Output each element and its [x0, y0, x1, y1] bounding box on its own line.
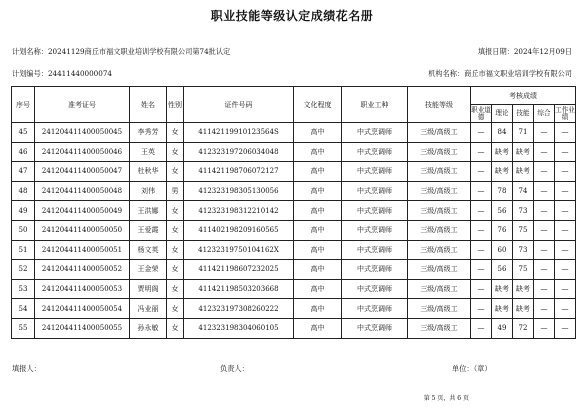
fill-date-value: 2024年12月09日	[513, 47, 572, 56]
cell-work-performance: —	[555, 142, 576, 162]
cell-seq: 51	[12, 240, 35, 260]
cell-seq: 45	[12, 123, 35, 143]
cell-cert-no: 241204411400050049	[35, 201, 130, 221]
cell-skill: 75	[513, 260, 534, 280]
cell-work-performance: —	[555, 240, 576, 260]
cell-name: 贾明阁	[130, 279, 167, 299]
cell-work-performance: —	[555, 260, 576, 280]
cell-overall: —	[534, 240, 555, 260]
cell-cert-no: 241204411400050052	[35, 260, 130, 280]
cell-skill-level: 三级/高级工	[408, 123, 471, 143]
cell-id-no: 412323198304060105	[184, 318, 294, 338]
cell-seq: 49	[12, 201, 35, 221]
cell-skill: 缺考	[513, 299, 534, 319]
cell-id-no: 412323197206034048	[184, 142, 294, 162]
cell-gender: 女	[167, 279, 184, 299]
cell-overall: —	[534, 279, 555, 299]
cell-gender: 女	[167, 123, 184, 143]
cell-id-no: 411421198706072127	[184, 162, 294, 182]
cell-education: 高中	[294, 201, 342, 221]
cell-ethics: —	[471, 220, 492, 240]
cell-seq: 54	[12, 299, 35, 319]
header-name: 姓名	[130, 87, 167, 123]
cell-name: 刘伟	[130, 181, 167, 201]
organization-label: 机构名称：	[428, 69, 465, 78]
responsible-signature: 负责人：	[220, 364, 249, 373]
cell-cert-no: 241204411400050048	[35, 181, 130, 201]
cell-seq: 53	[12, 279, 35, 299]
cell-education: 高中	[294, 260, 342, 280]
plan-number-value: 24411440000074	[47, 69, 112, 78]
cell-gender: 女	[167, 220, 184, 240]
page-title: 职业技能等级认定成绩花名册	[210, 9, 374, 23]
cell-occupation: 中式烹调师	[342, 279, 408, 299]
cell-cert-no: 241204411400050045	[35, 123, 130, 143]
cell-gender: 女	[167, 240, 184, 260]
cell-occupation: 中式烹调师	[342, 162, 408, 182]
cell-cert-no: 241204411400050050	[35, 220, 130, 240]
cell-cert-no: 241204411400050046	[35, 142, 130, 162]
cell-education: 高中	[294, 181, 342, 201]
organization	[428, 69, 572, 79]
cell-id-no: 411421198503203668	[184, 279, 294, 299]
cell-occupation: 中式烹调师	[342, 123, 408, 143]
cell-cert-no: 241204411400050047	[35, 162, 130, 182]
cell-seq: 55	[12, 318, 35, 338]
cell-education: 高中	[294, 162, 342, 182]
cell-skill-level: 三级/高级工	[408, 220, 471, 240]
fill-date-label: 填报日期：	[477, 47, 514, 56]
cell-education: 高中	[294, 279, 342, 299]
cell-skill-level: 三级/高级工	[408, 318, 471, 338]
cell-name: 冯业丽	[130, 299, 167, 319]
cell-education: 高中	[294, 123, 342, 143]
cell-occupation: 中式烹调师	[342, 181, 408, 201]
plan-name-label: 计划名称：	[12, 47, 48, 56]
cell-skill: 73	[513, 240, 534, 260]
table-row	[12, 142, 576, 162]
cell-skill: 74	[513, 181, 534, 201]
cell-theory: 49	[492, 318, 513, 338]
cell-gender: 女	[167, 318, 184, 338]
page-number: 第 5 页，共 6 页	[423, 395, 469, 402]
cell-work-performance: —	[555, 279, 576, 299]
cell-seq: 46	[12, 142, 35, 162]
cell-education: 高中	[294, 142, 342, 162]
header-skill: 技能	[513, 105, 534, 123]
cell-skill-level: 三级/高级工	[408, 181, 471, 201]
cell-theory: 60	[492, 240, 513, 260]
cell-id-no: 412323198305130056	[184, 181, 294, 201]
cell-theory: 76	[492, 220, 513, 240]
cell-work-performance: —	[555, 162, 576, 182]
unit-seal: 单位：（章）	[452, 364, 492, 373]
cell-gender: 女	[167, 142, 184, 162]
cell-overall: —	[534, 181, 555, 201]
cell-ethics: —	[471, 142, 492, 162]
header-gender: 性别	[167, 87, 184, 123]
cell-skill-level: 三级/高级工	[408, 240, 471, 260]
cell-overall: —	[534, 299, 555, 319]
cell-name: 王爱霞	[130, 220, 167, 240]
cell-theory: 56	[492, 201, 513, 221]
header-scores-group: 考核成绩	[471, 87, 576, 105]
cell-skill-level: 三级/高级工	[408, 201, 471, 221]
header-occupation: 职业工种	[342, 87, 408, 123]
cell-skill: 73	[513, 201, 534, 221]
cell-theory: 缺考	[492, 142, 513, 162]
cell-occupation: 中式烹调师	[342, 240, 408, 260]
cell-gender: 女	[167, 260, 184, 280]
table-row	[12, 318, 576, 338]
organization-value: 商丘市福文职业培训学校有限公司	[464, 69, 572, 78]
cell-ethics: —	[471, 318, 492, 338]
cell-work-performance: —	[555, 123, 576, 143]
table-row	[12, 201, 576, 221]
cell-name: 王洪娜	[130, 201, 167, 221]
table-row	[12, 260, 576, 280]
header-cert-no: 准考证号	[35, 87, 130, 123]
cell-overall: —	[534, 162, 555, 182]
cell-work-performance: —	[555, 220, 576, 240]
cell-gender: 女	[167, 201, 184, 221]
table-row	[12, 123, 576, 143]
cell-ethics: —	[471, 181, 492, 201]
cell-ethics: —	[471, 260, 492, 280]
cell-occupation: 中式烹调师	[342, 201, 408, 221]
filler-signature: 填报人：	[12, 364, 41, 373]
cell-ethics: —	[471, 299, 492, 319]
header-theory: 理论	[492, 105, 513, 123]
cell-id-no: 41232319750104162X	[184, 240, 294, 260]
cell-skill: 缺考	[513, 142, 534, 162]
cell-overall: —	[534, 260, 555, 280]
cell-name: 李秀芳	[130, 123, 167, 143]
cell-occupation: 中式烹调师	[342, 260, 408, 280]
cell-seq: 52	[12, 260, 35, 280]
fill-date	[478, 47, 572, 57]
cell-education: 高中	[294, 318, 342, 338]
cell-skill-level: 三级/高级工	[408, 260, 471, 280]
table-row	[12, 181, 576, 201]
cell-skill-level: 三级/高级工	[408, 279, 471, 299]
header-work-performance: 工作业绩	[555, 105, 575, 121]
cell-overall: —	[534, 142, 555, 162]
cell-skill: 缺考	[513, 279, 534, 299]
plan-number-label: 计划编号：	[12, 69, 48, 78]
cell-skill: 75	[513, 220, 534, 240]
cell-ethics: —	[471, 162, 492, 182]
plan-name-value: 20241129商丘市福文职业培训学校有限公司第74批认定	[47, 47, 231, 56]
cell-cert-no: 241204411400050053	[35, 279, 130, 299]
cell-gender: 男	[167, 181, 184, 201]
cell-id-no: 41142119910123564S	[184, 123, 294, 143]
cell-theory: 缺考	[492, 279, 513, 299]
cell-id-no: 412323198312210142	[184, 201, 294, 221]
cell-skill: 72	[513, 318, 534, 338]
cell-overall: —	[534, 201, 555, 221]
cell-work-performance: —	[555, 318, 576, 338]
cell-education: 高中	[294, 240, 342, 260]
cell-cert-no: 241204411400050051	[35, 240, 130, 260]
cell-skill-level: 三级/高级工	[408, 142, 471, 162]
cell-name: 王英	[130, 142, 167, 162]
cell-id-no: 412323197308260222	[184, 299, 294, 319]
cell-occupation: 中式烹调师	[342, 318, 408, 338]
header-ethics: 职业道德	[471, 105, 491, 121]
cell-ethics: —	[471, 123, 492, 143]
cell-theory: 84	[492, 123, 513, 143]
cell-overall: —	[534, 318, 555, 338]
cell-name: 王金荣	[130, 260, 167, 280]
table-row	[12, 220, 576, 240]
score-table	[11, 86, 576, 339]
cell-skill: 71	[513, 123, 534, 143]
cell-theory: 缺考	[492, 299, 513, 319]
cell-overall: —	[534, 123, 555, 143]
cell-ethics: —	[471, 201, 492, 221]
header-education: 文化程度	[294, 87, 342, 123]
header-id-no: 证件号码	[184, 87, 294, 123]
cell-ethics: —	[471, 240, 492, 260]
cell-ethics: —	[471, 279, 492, 299]
cell-work-performance: —	[555, 299, 576, 319]
cell-skill-level: 三级/高级工	[408, 162, 471, 182]
cell-skill-level: 三级/高级工	[408, 299, 471, 319]
table-row	[12, 279, 576, 299]
table-row	[12, 162, 576, 182]
cell-cert-no: 241204411400050054	[35, 299, 130, 319]
cell-cert-no: 241204411400050055	[35, 318, 130, 338]
cell-theory: 78	[492, 181, 513, 201]
header-overall: 综合	[534, 105, 555, 123]
cell-gender: 女	[167, 162, 184, 182]
table-row	[12, 299, 576, 319]
plan-name	[12, 47, 230, 57]
cell-name: 杜秋华	[130, 162, 167, 182]
cell-occupation: 中式烹调师	[342, 299, 408, 319]
table-row	[12, 240, 576, 260]
cell-work-performance: —	[555, 181, 576, 201]
cell-id-no: 411421198607232025	[184, 260, 294, 280]
cell-skill: 缺考	[513, 162, 534, 182]
cell-seq: 47	[12, 162, 35, 182]
cell-overall: —	[534, 220, 555, 240]
cell-occupation: 中式烹调师	[342, 220, 408, 240]
cell-education: 高中	[294, 299, 342, 319]
header-skill-level: 技能等级	[408, 87, 471, 123]
cell-theory: 缺考	[492, 162, 513, 182]
header-seq: 序号	[12, 87, 35, 123]
cell-id-no: 411402198209160565	[184, 220, 294, 240]
cell-gender: 女	[167, 299, 184, 319]
cell-seq: 48	[12, 181, 35, 201]
cell-work-performance: —	[555, 201, 576, 221]
cell-theory: 56	[492, 260, 513, 280]
cell-education: 高中	[294, 220, 342, 240]
cell-seq: 50	[12, 220, 35, 240]
plan-number	[12, 69, 112, 79]
cell-occupation: 中式烹调师	[342, 142, 408, 162]
cell-name: 杨文英	[130, 240, 167, 260]
cell-name: 孙永敏	[130, 318, 167, 338]
